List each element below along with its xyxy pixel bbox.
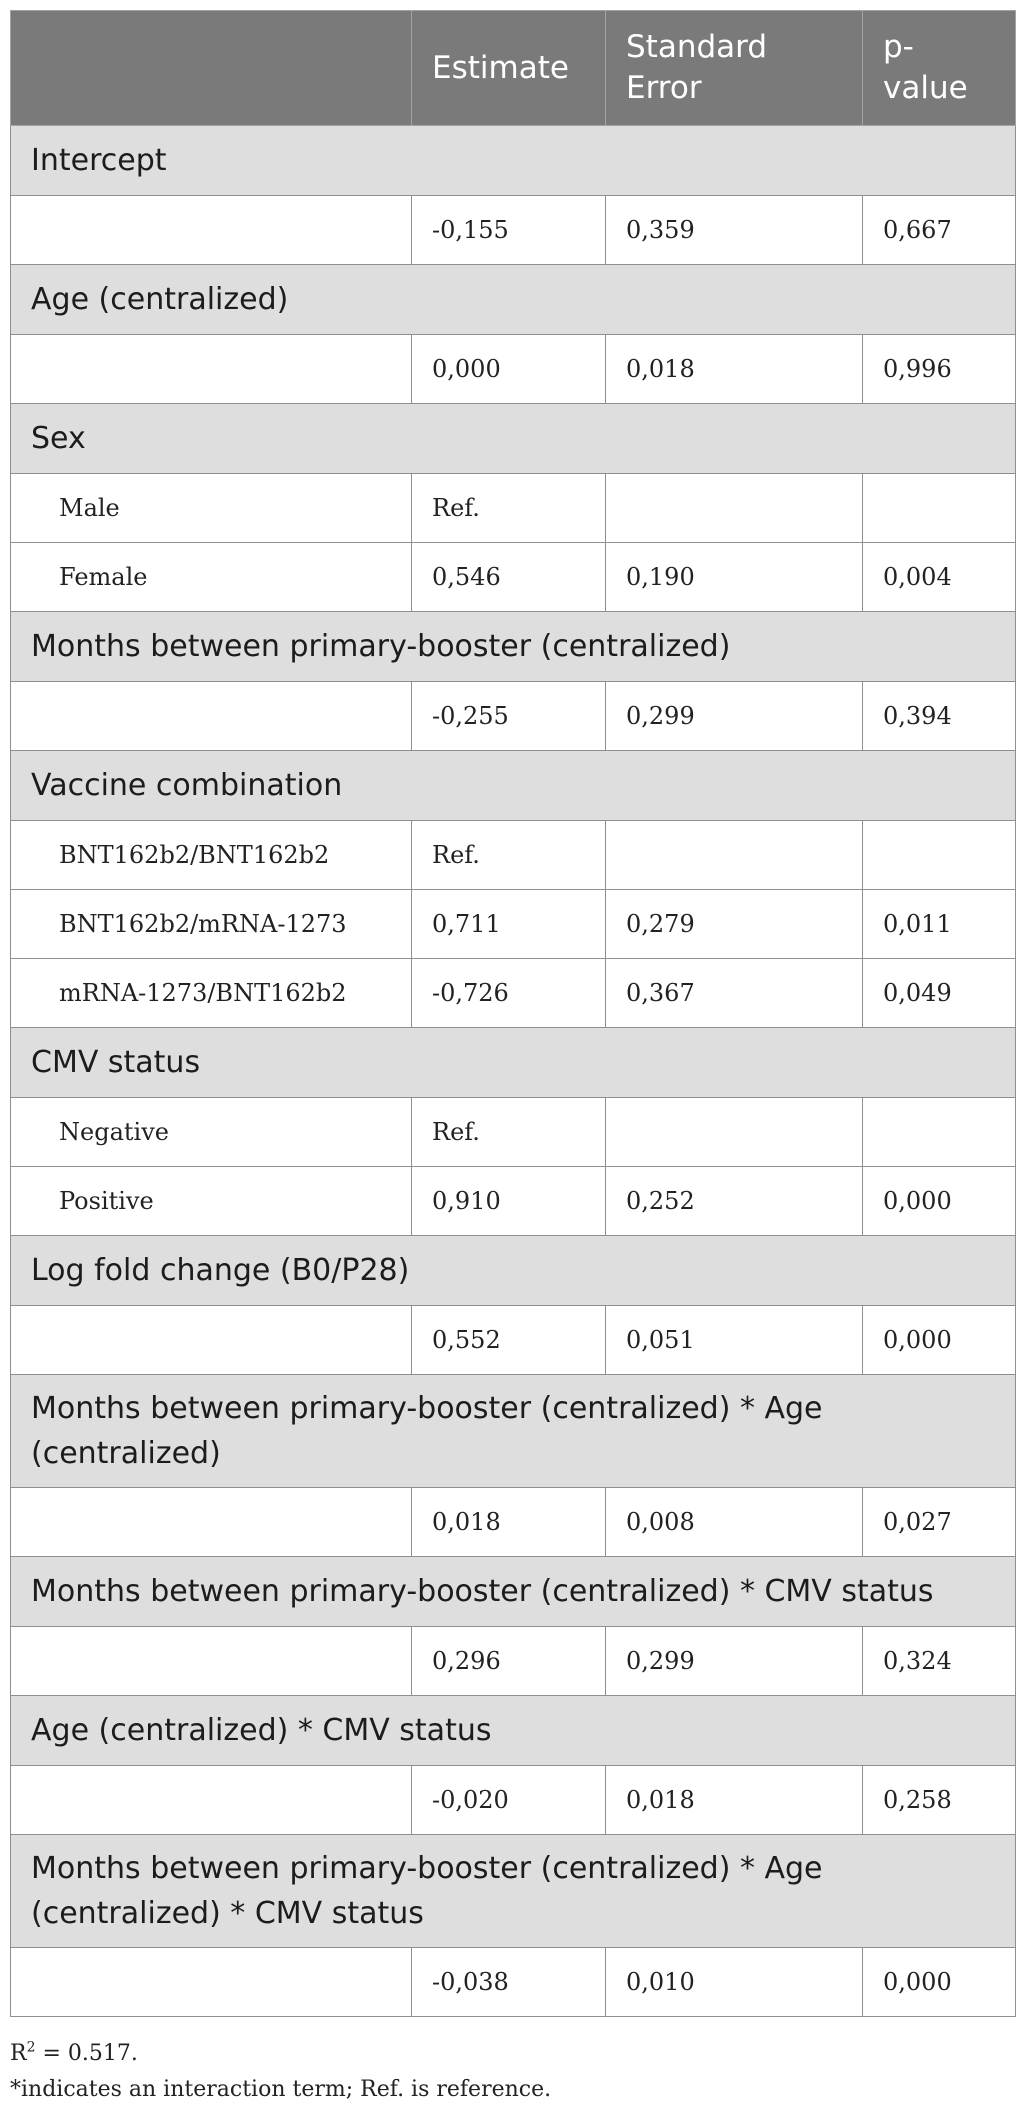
section-header-row (11, 126, 1016, 196)
row-label-cell: BNT162b2/BNT162b2 (11, 821, 412, 890)
row-label-cell (11, 1488, 412, 1557)
estimate-cell: -0,038 (412, 1948, 606, 2017)
section-header-row (11, 1375, 1016, 1488)
row-label-cell (11, 1306, 412, 1375)
regression-table-container (10, 10, 1015, 2017)
estimate-cell: 0,546 (412, 543, 606, 612)
p-value-cell: 0,667 (863, 196, 1016, 265)
section-label: Age (centralized) (11, 265, 1016, 335)
section-header-row (11, 612, 1016, 682)
table-row (11, 821, 1016, 890)
row-label-cell: mRNA-1273/BNT162b2 (11, 959, 412, 1028)
r-squared-value: = 0.517. (35, 2041, 138, 2066)
estimate-cell: 0,552 (412, 1306, 606, 1375)
row-label-cell (11, 682, 412, 751)
estimate-cell: Ref. (412, 1098, 606, 1167)
p-value-cell: 0,258 (863, 1766, 1016, 1835)
table-row (11, 682, 1016, 751)
section-header-row (11, 1028, 1016, 1098)
estimate-cell: -0,726 (412, 959, 606, 1028)
r-squared-symbol: R (10, 2041, 27, 2066)
standard-error-cell: 0,252 (606, 1167, 863, 1236)
standard-error-cell: 0,018 (606, 335, 863, 404)
standard-error-cell: 0,299 (606, 1627, 863, 1696)
row-label-cell: Positive (11, 1167, 412, 1236)
header-standard-error: Standard Error (606, 11, 863, 126)
section-header-row (11, 751, 1016, 821)
estimate-cell: -0,020 (412, 1766, 606, 1835)
standard-error-cell: 0,359 (606, 196, 863, 265)
standard-error-cell: 0,008 (606, 1488, 863, 1557)
r-squared-note (10, 2036, 1015, 2072)
row-label-cell (11, 1627, 412, 1696)
p-value-cell: 0,000 (863, 1948, 1016, 2017)
table-header (11, 11, 1016, 126)
row-label-cell (11, 335, 412, 404)
table-row (11, 474, 1016, 543)
section-label: CMV status (11, 1028, 1016, 1098)
section-header-row (11, 1557, 1016, 1627)
row-label-cell: Negative (11, 1098, 412, 1167)
estimate-cell: 0,018 (412, 1488, 606, 1557)
section-header-row (11, 1696, 1016, 1766)
header-estimate: Estimate (412, 11, 606, 126)
p-value-cell: 0,004 (863, 543, 1016, 612)
standard-error-cell (606, 821, 863, 890)
header-row (11, 11, 1016, 126)
row-label-cell (11, 1948, 412, 2017)
table-row (11, 1488, 1016, 1557)
section-label: Months between primary-booster (centralized) * Age (centralized) * CMV status (11, 1835, 1016, 1948)
p-value-cell: 0,000 (863, 1306, 1016, 1375)
p-value-cell: 0,011 (863, 890, 1016, 959)
row-label-cell: Female (11, 543, 412, 612)
table-row (11, 1167, 1016, 1236)
standard-error-cell: 0,279 (606, 890, 863, 959)
table-row (11, 1766, 1016, 1835)
estimate-cell: Ref. (412, 821, 606, 890)
standard-error-cell (606, 1098, 863, 1167)
section-label: Vaccine combination (11, 751, 1016, 821)
estimate-cell: -0,255 (412, 682, 606, 751)
table-row (11, 335, 1016, 404)
interaction-note: *indicates an interaction term; Ref. is reference. (10, 2077, 552, 2102)
standard-error-cell: 0,299 (606, 682, 863, 751)
section-label: Sex (11, 404, 1016, 474)
estimate-cell: Ref. (412, 474, 606, 543)
row-label-cell: BNT162b2/mRNA-1273 (11, 890, 412, 959)
estimate-cell: -0,155 (412, 196, 606, 265)
p-value-cell: 0,027 (863, 1488, 1016, 1557)
estimate-cell: 0,711 (412, 890, 606, 959)
table-row (11, 890, 1016, 959)
section-label: Months between primary-booster (centralized) (11, 612, 1016, 682)
row-label-cell: Male (11, 474, 412, 543)
section-label: Months between primary-booster (centralized) * Age (centralized) (11, 1375, 1016, 1488)
row-label-cell (11, 196, 412, 265)
standard-error-cell: 0,190 (606, 543, 863, 612)
header-p-value: p-value (863, 11, 1016, 126)
p-value-cell (863, 474, 1016, 543)
section-label: Age (centralized) * CMV status (11, 1696, 1016, 1766)
header-label-cell (11, 11, 412, 126)
row-label-cell (11, 1766, 412, 1835)
p-value-cell: 0,000 (863, 1167, 1016, 1236)
standard-error-cell (606, 474, 863, 543)
section-header-row (11, 1835, 1016, 1948)
standard-error-cell: 0,051 (606, 1306, 863, 1375)
table-row (11, 1627, 1016, 1696)
section-header-row (11, 265, 1016, 335)
section-label: Log fold change (B0/P28) (11, 1236, 1016, 1306)
estimate-cell: 0,000 (412, 335, 606, 404)
p-value-cell: 0,394 (863, 682, 1016, 751)
table-row (11, 1948, 1016, 2017)
table-row (11, 959, 1016, 1028)
standard-error-cell: 0,010 (606, 1948, 863, 2017)
standard-error-cell: 0,367 (606, 959, 863, 1028)
r-squared-exponent: 2 (26, 2039, 36, 2056)
p-value-cell: 0,049 (863, 959, 1016, 1028)
table-row (11, 1306, 1016, 1375)
p-value-cell: 0,996 (863, 335, 1016, 404)
section-header-row (11, 404, 1016, 474)
section-header-row (11, 1236, 1016, 1306)
section-label: Months between primary-booster (centralized) * CMV status (11, 1557, 1016, 1627)
table-row (11, 543, 1016, 612)
estimate-cell: 0,296 (412, 1627, 606, 1696)
section-label: Intercept (11, 126, 1016, 196)
estimate-cell: 0,910 (412, 1167, 606, 1236)
table-body (11, 126, 1016, 2017)
p-value-cell (863, 821, 1016, 890)
p-value-cell: 0,324 (863, 1627, 1016, 1696)
standard-error-cell: 0,018 (606, 1766, 863, 1835)
p-value-cell (863, 1098, 1016, 1167)
table-row (11, 196, 1016, 265)
table-row (11, 1098, 1016, 1167)
table-notes (10, 2036, 1015, 2108)
regression-table (10, 10, 1016, 2017)
